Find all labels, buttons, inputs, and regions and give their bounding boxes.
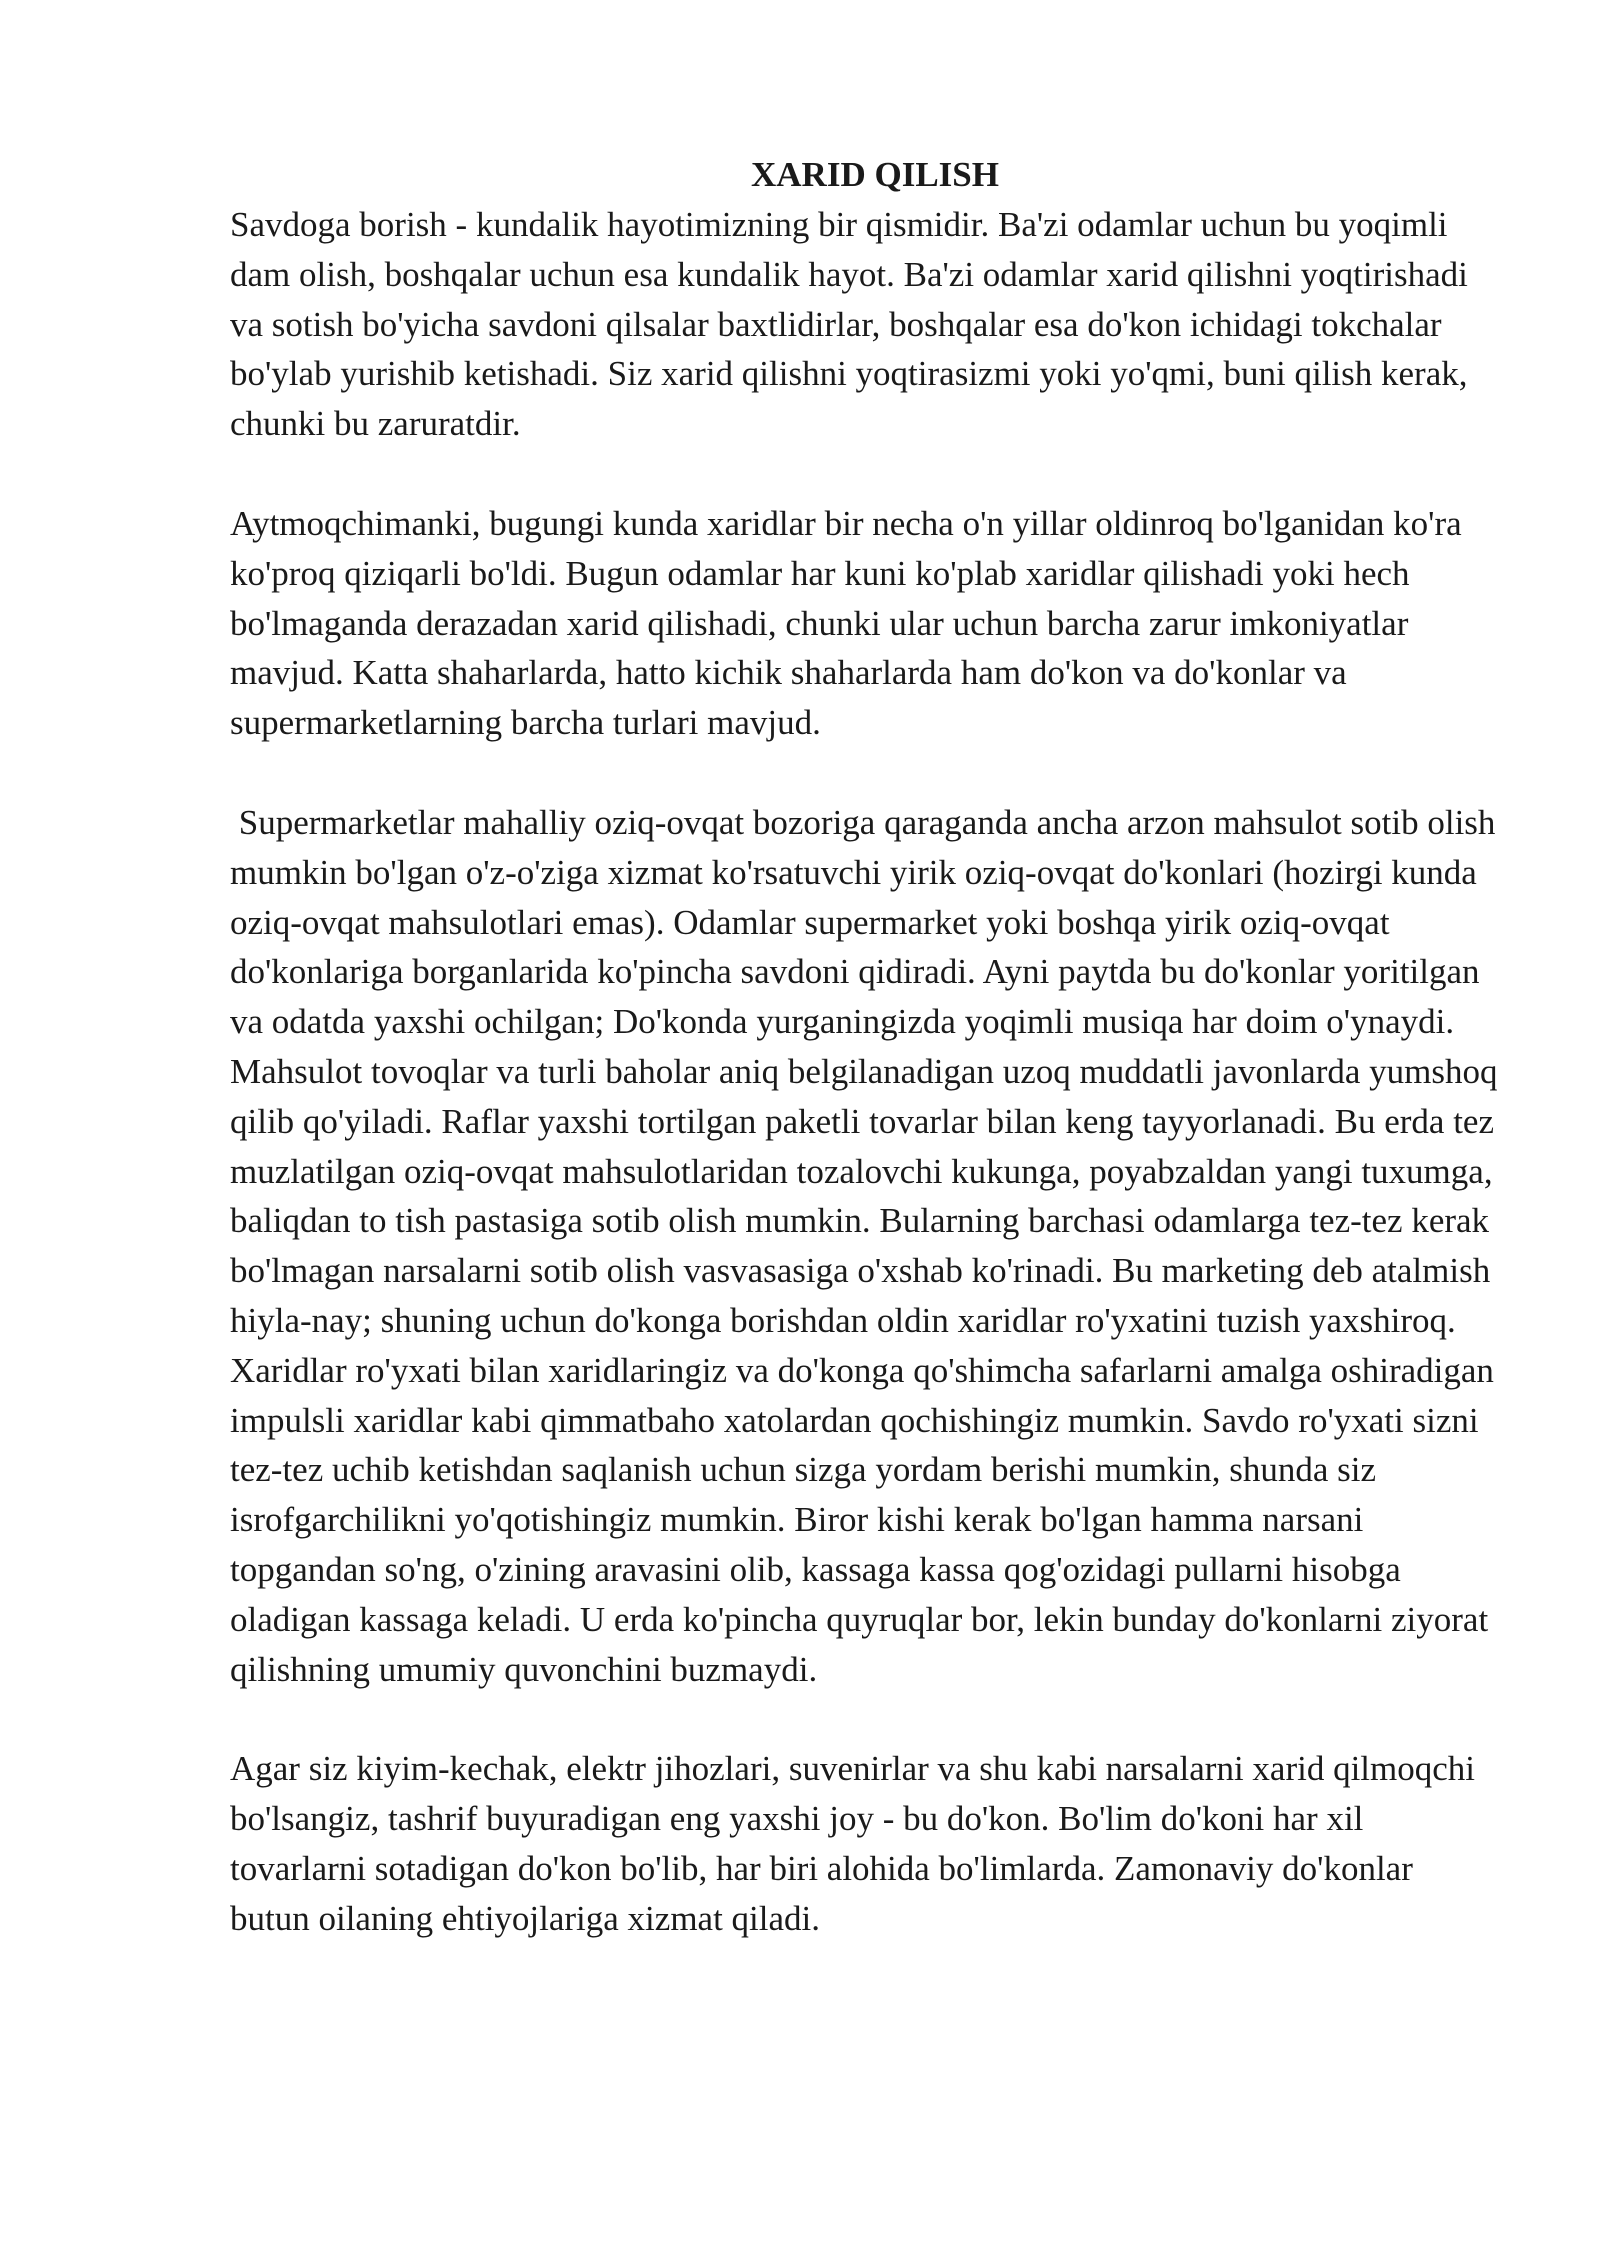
paragraph-2: Aytmoqchimanki, bugungi kunda xaridlar bir necha o'n yillar oldinroq bo'lganidan ko'ra ko'proq qiziqarli bo'ldi. Bugun odamlar har kuni ko'plab xaridlar qilishadi yoki hech bo'lmaganda derazadan xarid qilishadi, chunki ular uchun barcha zarur imkoniyatlar mavjud. Katta shaharlarda, hatto kichik shaharlarda ham do'kon va do'konlar va supermarketlarning barcha turlari mavjud. <box>230 503 1471 743</box>
paragraph-3: Supermarketlar mahalliy oziq-ovqat bozoriga qaraganda ancha arzon mahsulot sotib olish mumkin bo'lgan o'z-o'ziga xizmat ko'rsatuvchi yirik oziq-ovqat do'konlari (hozirgi kunda oziq-ovqat mahsulotlari emas). Odamlar supermarket yoki boshqa yirik oziq-ovqat do'konlariga borganlarida ko'pincha savdoni qidiradi. Ayni paytda bu do'konlar yoritilgan va odatda yaxshi ochilgan; Do'konda yurganingizda yoqimli musiqa har doim o'ynaydi. Mahsulot tovoqlar va turli baholar aniq belgilanadigan uzoq muddatli javonlarda yumshoq qilib qo'yiladi. Raflar yaxshi tortilgan paketli tovarlar bilan keng tayyorlanadi. Bu erda tez muzlatilgan oziq-ovqat mahsulotlaridan tozalovchi kukunga, poyabzaldan yangi tuxumga, baliqdan to tish pastasiga sotib olish mumkin. Bularning barchasi odamlarga tez-tez kerak bo'lmagan narsalarni sotib olish vasvasasiga o'xshab ko'rinadi. Bu marketing deb atalmish hiyla-nay; shuning uchun do'konga borishdan oldin xaridlar ro'yxatini tuzish yaxshiroq. Xaridlar ro'yxati bilan xaridlaringiz va do'konga qo'shimcha safarlarni amalga oshiradigan impulsli xaridlar kabi qimmatbaho xatolardan qochishingiz mumkin. Savdo ro'yxati sizni tez-tez uchib ketishdan saqlanish uchun sizga yordam berishi mumkin, shunda siz isrofgarchilikni yo'qotishingiz mumkin. Biror kishi kerak bo'lgan hamma narsani topgandan so'ng, o'zining aravasini olib, kassaga kassa qog'ozidagi pullarni hisobga oladigan kassaga keladi. U erda ko'pincha quyruqlar bor, lekin bunday do'konlarni ziyorat qilishning umumiy quvonchini buzmaydi. <box>230 802 1507 1689</box>
paragraph-4: Agar siz kiyim-kechak, elektr jihozlari, suvenirlar va shu kabi narsalarni xarid qilmoqchi bo'lsangiz, tashrif buyuradigan eng yaxshi joy - bu do'kon. Bo'lim do'koni har xil tovarlarni sotadigan do'kon bo'lib, har biri alohida bo'limlarda. Zamonaviy do'konlar butun oilaning ehtiyojlariga xizmat qiladi. <box>230 1749 1484 1938</box>
document-body <box>230 150 1507 1994</box>
paragraph-1: Savdoga borish - kundalik hayotimizning bir qismidir. Ba'zi odamlar uchun bu yoqimli dam olish, boshqalar uchun esa kundalik hayot. Ba'zi odamlar xarid qilishni yoqtirishadi va sotish bo'yicha savdoni qilsalar baxtlidirlar, boshqalar esa do'kon ichidagi tokchalar bo'ylab yurishib ketishadi. Siz xarid qilishni yoqtirasizmi yoki yo'qmi, buni qilish kerak, chunki bu zaruratdir. <box>230 205 1477 444</box>
document-title: XARID QILISH <box>751 155 999 194</box>
